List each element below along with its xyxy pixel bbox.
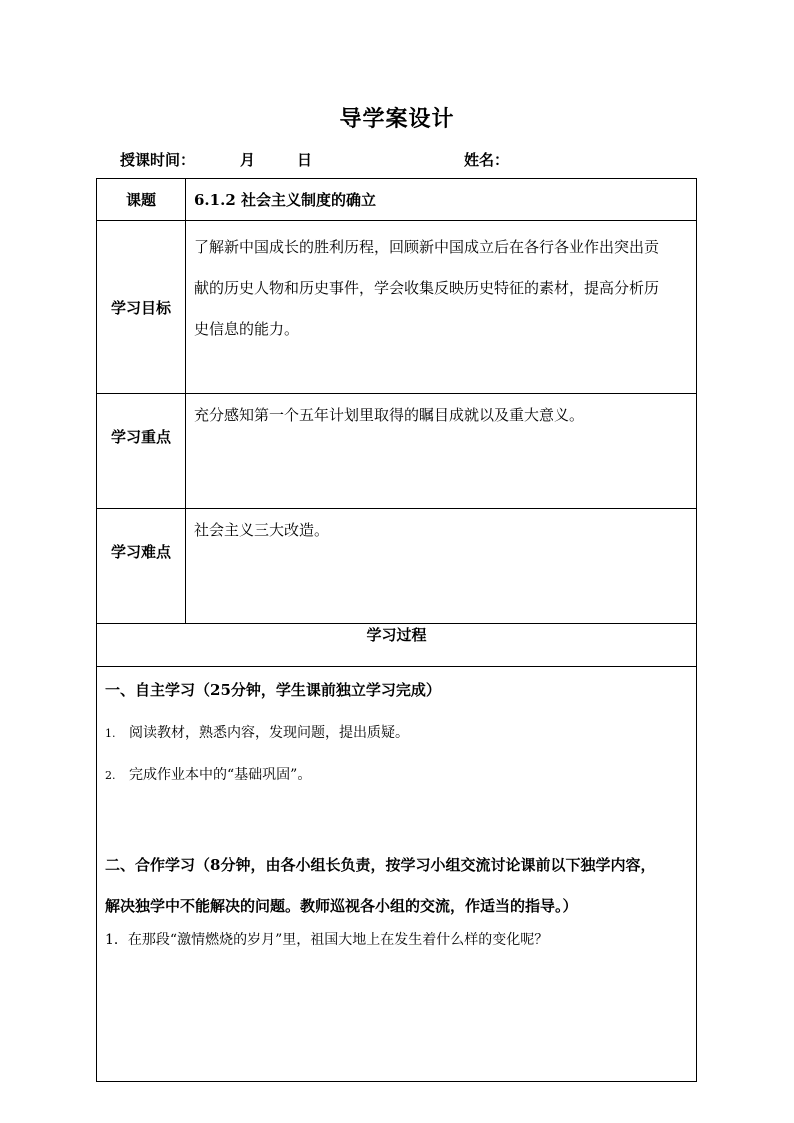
- goal-label: 学习目标: [97, 221, 186, 394]
- cooperative-study-heading: [105, 845, 690, 927]
- heading-line: 解决独学中不能解决的问题。教师巡视各小组的交流，作适当的指导。）: [105, 897, 578, 915]
- key-point-label: 学习重点: [97, 394, 186, 509]
- goal-line: 了解新中国成长的胜利历程，回顾新中国成立后在各行各业作出突出贡: [194, 238, 660, 256]
- list-item: [105, 722, 409, 742]
- difficulty-content: 社会主义三大改造。: [186, 509, 697, 624]
- goal-content: [186, 221, 697, 394]
- goal-line: 史信息的能力。: [194, 320, 300, 338]
- list-text: 完成作业本中的“基础巩固”。: [129, 767, 312, 783]
- key-point-content: 充分感知第一个五年计划里取得的瞩目成就以及重大意义。: [186, 394, 697, 509]
- list-number: 2.: [105, 769, 116, 782]
- heading-line: 二、合作学习（8分钟，由各小组长负责，按学习小组交流讨论课前以下独学内容，: [105, 856, 656, 874]
- process-body-row: [97, 667, 697, 1082]
- topic-label: 课题: [97, 179, 186, 221]
- process-header-row: [97, 624, 697, 667]
- goal-row: [97, 221, 697, 394]
- topic-row: [97, 179, 697, 221]
- process-heading: 学习过程: [97, 624, 697, 667]
- lesson-time-label: 授课时间：: [120, 151, 196, 169]
- day-label: 日: [297, 151, 313, 169]
- list-number: 1.: [105, 727, 116, 740]
- process-body: [97, 667, 697, 1082]
- guide-table: [96, 178, 697, 1082]
- page-title: 导学案设计: [339, 106, 455, 132]
- topic-value: 6.1.2 社会主义制度的确立: [186, 179, 697, 221]
- difficulty-label: 学习难点: [97, 509, 186, 624]
- key-point-row: [97, 394, 697, 509]
- difficulty-row: [97, 509, 697, 624]
- goal-line: 献的历史人物和历史事件，学会收集反映历史特征的素材，提高分析历: [194, 279, 660, 297]
- name-label: 姓名：: [464, 151, 510, 169]
- list-item: [105, 764, 311, 784]
- self-study-heading: 一、自主学习（25分钟，学生课前独立学习完成）: [105, 681, 441, 699]
- list-text: 阅读教材，熟悉内容，发现问题，提出质疑。: [129, 725, 409, 741]
- month-label: 月: [240, 151, 256, 169]
- discussion-question: 1．在那段“激情燃烧的岁月”里，祖国大地上在发生着什么样的变化呢？: [105, 932, 549, 948]
